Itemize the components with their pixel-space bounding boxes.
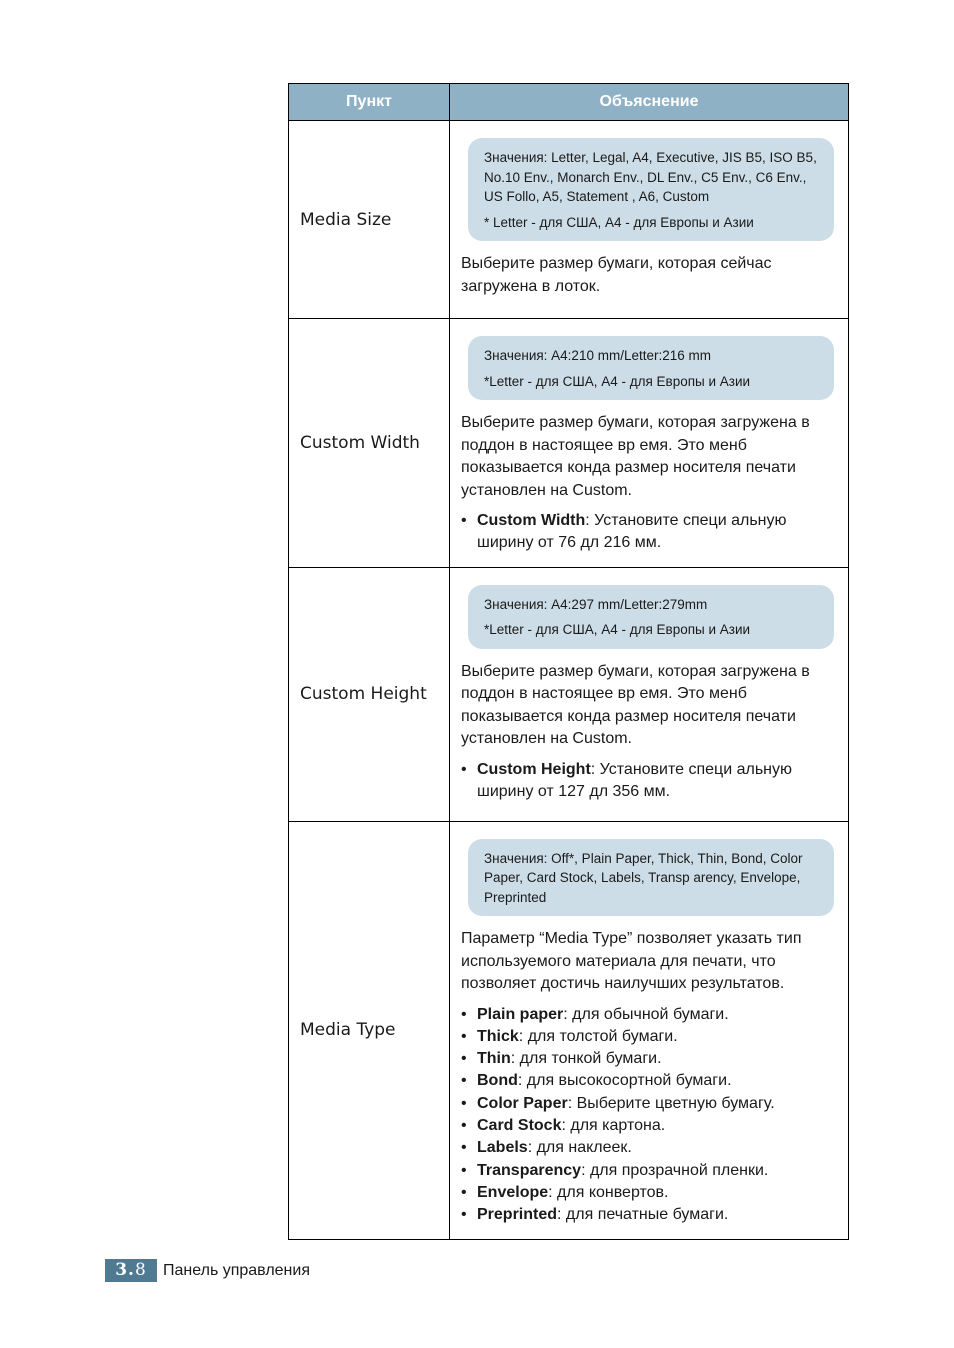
term: Bond <box>477 1072 518 1090</box>
term: Card Stock <box>477 1117 562 1135</box>
bullet-icon: • <box>461 512 467 529</box>
description: Параметр “Media Type” позволяет указать тип используемого материала для печати, что позволяет достичь наилучших результатов. <box>461 930 802 993</box>
list-item <box>461 759 834 804</box>
term-text: : для тонкой бумаги. <box>510 1050 662 1068</box>
header-explanation: Объяснение <box>450 84 849 121</box>
term-text: : для конвертов. <box>548 1183 669 1201</box>
explanation-cell <box>450 821 849 1239</box>
term-text: : Выберите цветную бумагу. <box>567 1094 775 1112</box>
item-name: Media Type <box>289 821 450 1239</box>
list-item <box>461 1115 834 1137</box>
term: Thick <box>477 1027 519 1045</box>
bullet-icon: • <box>461 1117 467 1135</box>
table-row <box>289 567 849 821</box>
chapter-number: 3. <box>115 1260 135 1280</box>
list-item <box>461 1204 834 1226</box>
term-text: : для толстой бумаги. <box>518 1027 678 1045</box>
term: Transparency <box>477 1161 582 1179</box>
list-item <box>461 1070 834 1092</box>
note-line: Значения: Off*, Plain Paper, Thick, Thin, Bond, Color Paper, Card Stock, Labels, Transp arency, Envelope, Preprinted <box>484 850 803 905</box>
term: Custom Width <box>477 512 586 529</box>
values-note <box>468 138 834 241</box>
note-line: Значения: A4:210 mm/Letter:216 mm <box>484 348 711 363</box>
header-item: Пункт <box>289 84 450 121</box>
term-text: : Установите специ альную ширину от 76 дл 216 мм. <box>477 512 787 552</box>
table-header-row <box>289 84 849 121</box>
note-line: Значения: A4:297 mm/Letter:279mm <box>484 596 708 612</box>
table-row <box>289 319 849 568</box>
term-text: : для печатные бумаги. <box>557 1206 729 1224</box>
list-item <box>461 510 834 555</box>
description: Выберите размер бумаги, которая загружена в поддон в настоящее вр емя. Это менб показывается конда размер носителя печати установлен на Custom. <box>461 414 810 499</box>
item-name: Custom Width <box>289 319 450 568</box>
explanation-cell <box>450 567 849 821</box>
bullet-icon: • <box>461 1139 467 1157</box>
note-line: *Letter - для США, A4 - для Европы и Азии <box>484 622 751 638</box>
note-line: * Letter - для США, A4 - для Европы и Азии <box>484 214 754 230</box>
bullet-icon: • <box>461 1094 467 1112</box>
note-line: *Letter - для США, A4 - для Европы и Азии <box>484 373 751 389</box>
explanation-cell <box>450 121 849 319</box>
table-row <box>289 821 849 1239</box>
bullet-list <box>461 510 834 555</box>
table-row <box>289 121 849 319</box>
list-item <box>461 1026 834 1048</box>
chapter-title: Панель управления <box>163 1262 310 1279</box>
term-text: : для картона. <box>561 1117 666 1135</box>
bullet-icon: • <box>461 1050 467 1068</box>
page-number: 8 <box>134 1260 147 1280</box>
term: Labels <box>477 1139 528 1157</box>
settings-table <box>288 83 849 1240</box>
term: Envelope <box>477 1183 549 1201</box>
bullet-icon: • <box>461 1161 467 1179</box>
list-item <box>461 1093 834 1115</box>
term-text: : для прозрачной пленки. <box>581 1161 769 1179</box>
bullet-icon: • <box>461 1183 467 1201</box>
list-item <box>461 1182 834 1204</box>
term-text: : для наклеек. <box>527 1139 632 1157</box>
note-line: Значения: Letter, Legal, A4, Executive, JIS B5, ISO B5, No.10 Env., Monarch Env., DL Env., C5 Env., C6 Env., US Follo, A5, Statement , A6, Custom <box>484 150 817 204</box>
item-name: Media Size <box>289 121 450 319</box>
list-item <box>461 1137 834 1159</box>
term: Color Paper <box>477 1094 568 1112</box>
bullet-list <box>461 1004 834 1227</box>
page-number-badge <box>105 1259 157 1282</box>
term: Plain paper <box>477 1005 564 1023</box>
term-text: : Установите специ альную ширину от 127 дл 356 мм. <box>477 760 792 800</box>
values-note <box>468 839 834 917</box>
bullet-icon: • <box>461 760 467 778</box>
term: Preprinted <box>477 1206 558 1224</box>
description: Выберите размер бумаги, которая сейчас загружена в лоток. <box>461 255 772 295</box>
bullet-icon: • <box>461 1005 467 1023</box>
list-item <box>461 1160 834 1182</box>
values-note <box>468 585 834 649</box>
list-item <box>461 1004 834 1026</box>
list-item <box>461 1048 834 1070</box>
term-text: : для высокосортной бумаги. <box>517 1072 732 1090</box>
term: Custom Height <box>477 760 591 778</box>
values-note <box>468 336 834 400</box>
term: Thin <box>477 1050 511 1068</box>
bullet-icon: • <box>461 1072 467 1090</box>
bullet-icon: • <box>461 1027 467 1045</box>
bullet-list <box>461 759 834 804</box>
explanation-cell <box>450 319 849 568</box>
term-text: : для обычной бумаги. <box>563 1005 729 1023</box>
description: Выберите размер бумаги, которая загружена в поддон в настоящее вр емя. Это менб показывается конда размер носителя печати установлен на Custom. <box>461 662 810 748</box>
item-name: Custom Height <box>289 567 450 821</box>
bullet-icon: • <box>461 1206 467 1224</box>
